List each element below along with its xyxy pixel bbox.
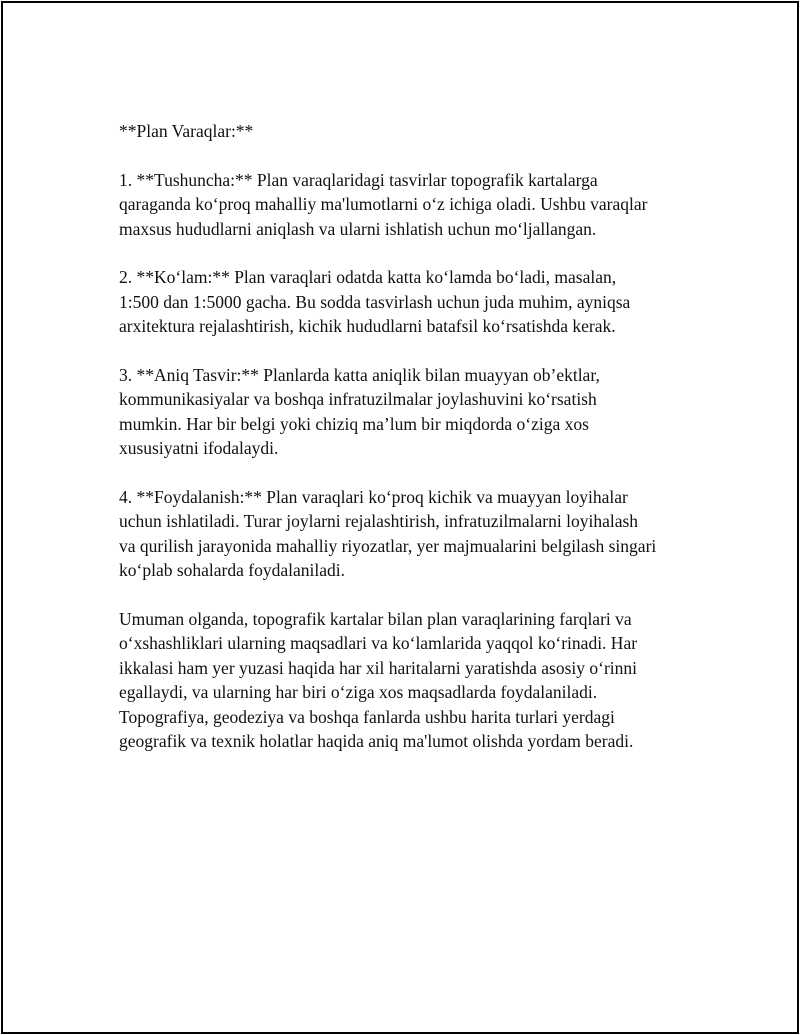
paragraph-foydalanish: 4. **Foydalanish:** Plan varaqlari ko‘proq kichik va muayyan loyihalar uchun ishlatiladi. Turar joylarni rejalashtirish, infratuzilmalarni loyihalash va qurilish jarayonida mahalliy riyozatlar, yer majmualarini belgilash singari ko‘plab sohalarda foydalaniladi. (119, 487, 657, 581)
paragraph-kolam: 2. **Ko‘lam:** Plan varaqlari odatda katta ko‘lamda bo‘ladi, masalan, 1:500 dan 1:5000 gacha. Bu sodda tasvirlash uchun juda muhim, ayniqsa arxitektura rejalashtirish, kichik hududlarni batafsil ko‘rsatishda kerak. (119, 267, 631, 337)
document-page (1, 1, 799, 1034)
paragraph-aniq-tasvir: 3. **Aniq Tasvir:** Planlarda katta aniqlik bilan muayyan ob’ektlar, kommunikasiyalar va boshqa infratuzilmalar joylashuvini ko‘rsatish mumkin. Har bir belgi yoki chiziq ma’lum bir miqdorda o‘ziga xos xususiyatni ifodalaydi. (119, 365, 600, 459)
document-heading: **Plan Varaqlar:** (119, 121, 254, 141)
paragraph-tushuncha: 1. **Tushuncha:** Plan varaqlaridagi tasvirlar topografik kartalarga qaraganda ko‘proq mahalliy ma'lumotlarni o‘z ichiga oladi. Ushbu varaqlar maxsus hududlarni aniqlash va ularni ishlatish uchun mo‘ljallangan. (119, 169, 648, 239)
document-body (119, 119, 699, 778)
paragraph-conclusion: Umuman olganda, topografik kartalar bilan plan varaqlarining farqlari va o‘xshashliklari ularning maqsadlari va ko‘lamlarida yaqqol ko‘rinadi. Har ikkalasi ham yer yuzasi haqida har xil haritalarni yaratishda asosiy o‘rinni egallaydi, va ularning har biri o‘ziga xos maqsadlarda foydalaniladi. Topografiya, geodeziya va boshqa fanlarda ushbu harita turlari yerdagi geografik va texnik holatlar haqida aniq ma'lumot olishda yordam beradi. (119, 609, 638, 752)
